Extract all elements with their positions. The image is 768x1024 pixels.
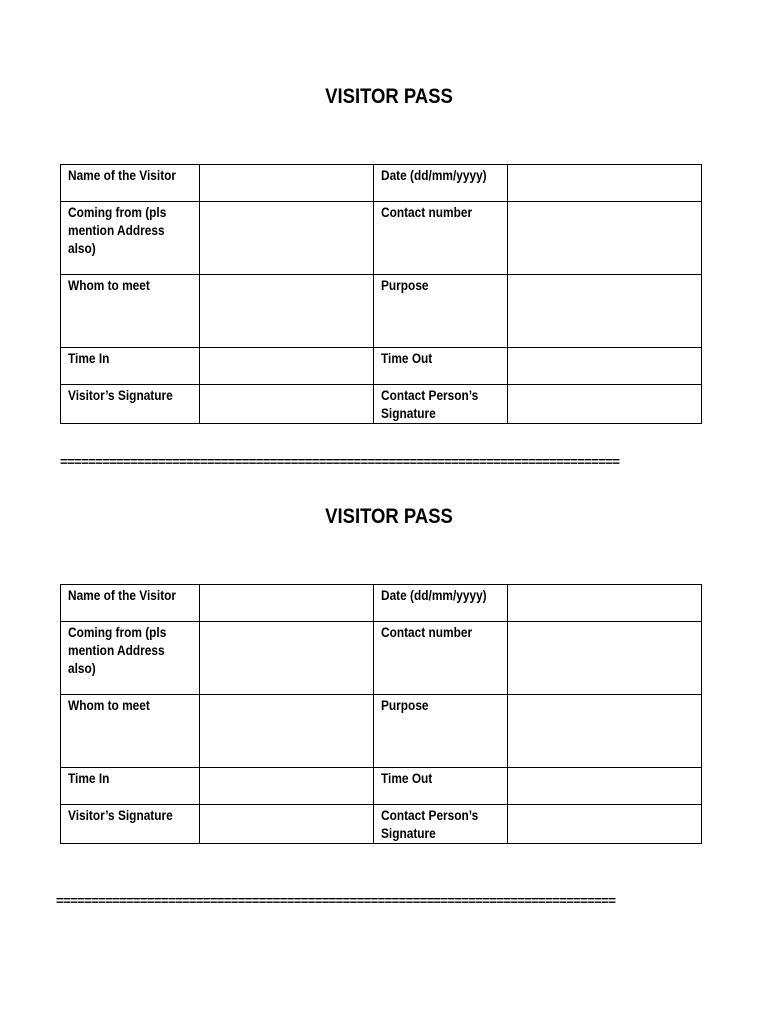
field-label: Contact number (374, 622, 508, 695)
field-label: Whom to meet (61, 275, 200, 348)
time-out-field[interactable] (508, 348, 702, 385)
field-label: Visitor’s Signature (61, 805, 200, 844)
pass-title: VISITOR PASS (325, 85, 453, 108)
pass-title: VISITOR PASS (325, 505, 453, 528)
table-row (61, 165, 702, 202)
date-field[interactable] (508, 585, 702, 622)
purpose-field[interactable] (508, 275, 702, 348)
contact-person-signature-field[interactable] (508, 385, 702, 424)
field-label: Name of the Visitor (61, 585, 200, 622)
field-label: Purpose (374, 275, 508, 348)
table-row (61, 202, 702, 275)
table-row (61, 275, 702, 348)
field-label: Date (dd/mm/yyyy) (374, 585, 508, 622)
table-row (61, 348, 702, 385)
table-row (61, 695, 702, 768)
whom-to-meet-field[interactable] (200, 275, 374, 348)
contact-number-field[interactable] (508, 622, 702, 695)
field-label: Time In (61, 768, 200, 805)
visitor-pass-table (60, 584, 702, 844)
time-out-field[interactable] (508, 768, 702, 805)
table-row (61, 768, 702, 805)
table-row (61, 385, 702, 424)
contact-number-field[interactable] (508, 202, 702, 275)
field-label: Contact number (374, 202, 508, 275)
field-label: Time Out (374, 348, 508, 385)
cut-line-separator: ================================================================================ (56, 894, 616, 908)
visitor-pass-table (60, 164, 702, 424)
field-label: Coming from (pls mention Address also) (61, 202, 200, 275)
visitor-signature-field[interactable] (200, 805, 374, 844)
table-row (61, 622, 702, 695)
field-label: Time In (61, 348, 200, 385)
table-row (61, 805, 702, 844)
field-label: Time Out (374, 768, 508, 805)
contact-person-signature-field[interactable] (508, 805, 702, 844)
table-row (61, 585, 702, 622)
date-field[interactable] (508, 165, 702, 202)
field-label: Purpose (374, 695, 508, 768)
whom-to-meet-field[interactable] (200, 695, 374, 768)
coming-from-field[interactable] (200, 202, 374, 275)
time-in-field[interactable] (200, 768, 374, 805)
purpose-field[interactable] (508, 695, 702, 768)
visitor-name-field[interactable] (200, 585, 374, 622)
coming-from-field[interactable] (200, 622, 374, 695)
field-label: Contact Person’s Signature (374, 385, 508, 424)
field-label: Contact Person’s Signature (374, 805, 508, 844)
field-label: Visitor’s Signature (61, 385, 200, 424)
field-label: Coming from (pls mention Address also) (61, 622, 200, 695)
visitor-name-field[interactable] (200, 165, 374, 202)
field-label: Date (dd/mm/yyyy) (374, 165, 508, 202)
time-in-field[interactable] (200, 348, 374, 385)
field-label: Whom to meet (61, 695, 200, 768)
field-label: Name of the Visitor (61, 165, 200, 202)
visitor-signature-field[interactable] (200, 385, 374, 424)
cut-line-separator: ================================================================================ (60, 455, 620, 469)
